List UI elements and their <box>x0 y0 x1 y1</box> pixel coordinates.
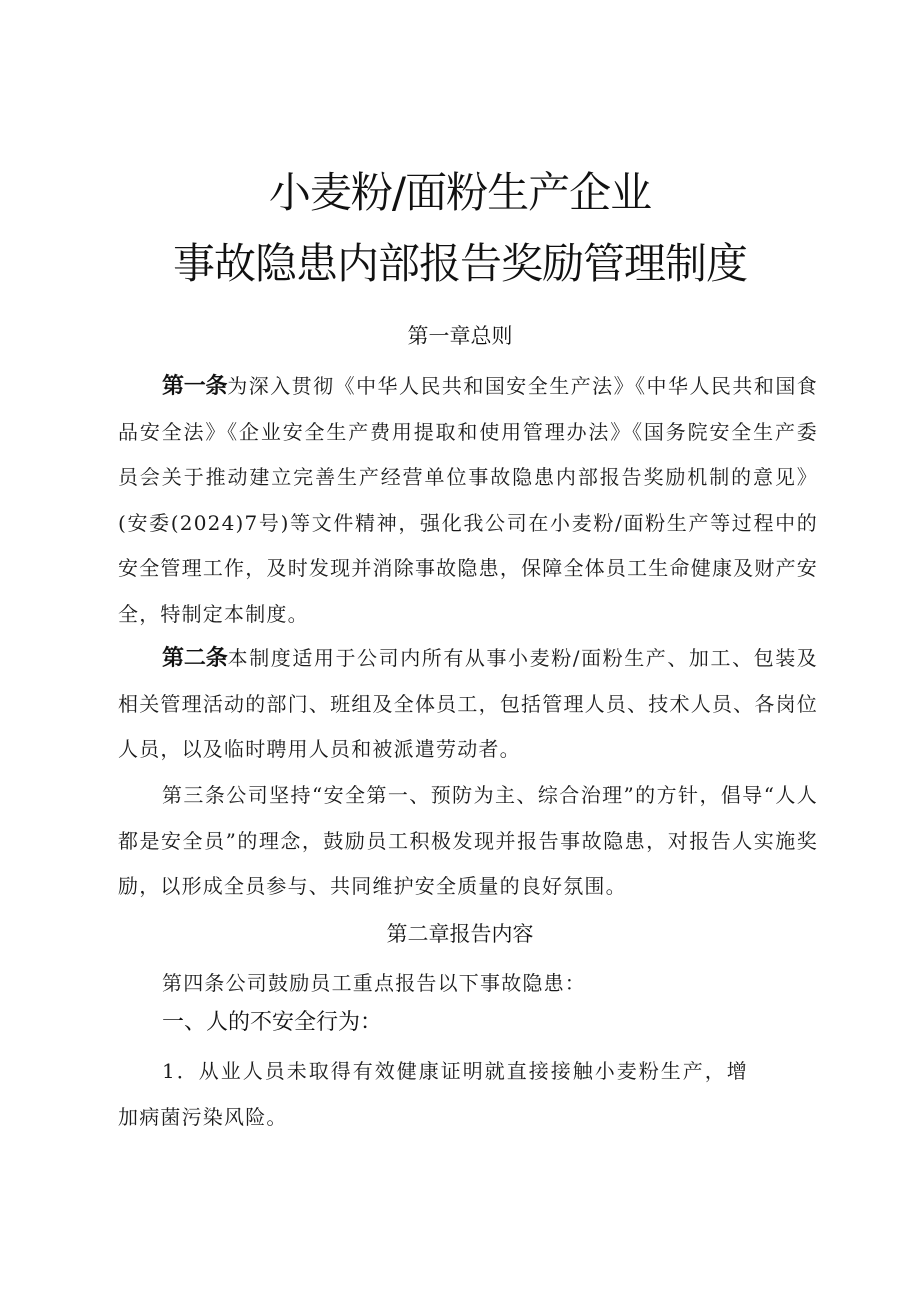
article-1-text: 为深入贯彻《中华人民共和国安全生产法》《中华人民共和国食品安全法》《企业安全生产费用提取和使用管理办法》《国务院安全生产委员会关于推动建立完善生产经营单位事故隐患内部报告奖励机制的意见》(安委(2024)7号)等文件精神，强化我公司在小麦粉/面粉生产等过程中的安全管理工作，及时发现并消除事故隐患，保障全体员工生命健康及财产安全，特制定本制度。 <box>118 374 818 626</box>
article-2-text: 本制度适用于公司内所有从事小麦粉/面粉生产、加工、包装及相关管理活动的部门、班组及全体员工，包括管理人员、技术人员、各岗位人员，以及临时聘用人员和被派遣劳动者。 <box>118 646 818 761</box>
document-title-line2: 事故隐患内部报告奖励管理制度 <box>172 239 747 288</box>
article-1 <box>118 364 818 637</box>
list-item-1: 1．从业人员未取得有效健康证明就直接接触小麦粉生产，增加病菌污染风险。 <box>118 1059 748 1129</box>
article-4: 第四条公司鼓励员工重点报告以下事故隐患： <box>162 971 586 995</box>
section-heading-1: 一、人的不安全行为： <box>162 1010 383 1035</box>
article-2 <box>118 636 818 773</box>
chapter-heading-2: 第二章报告内容 <box>386 922 534 946</box>
article-2-label: 第二条 <box>162 646 228 671</box>
article-1-label: 第一条 <box>162 374 228 399</box>
document-title-line1: 小麦粉/面粉生产企业 <box>268 168 652 217</box>
chapter-heading-1: 第一章总则 <box>407 324 513 348</box>
article-3: 第三条公司坚持“安全第一、预防为主、综合治理”的方针，倡导“人人都是安全员”的理念，鼓励员工积极发现并报告事故隐患，对报告人实施奖励，以形成全员参与、共同维护安全质量的良好氛围。 <box>118 783 818 898</box>
